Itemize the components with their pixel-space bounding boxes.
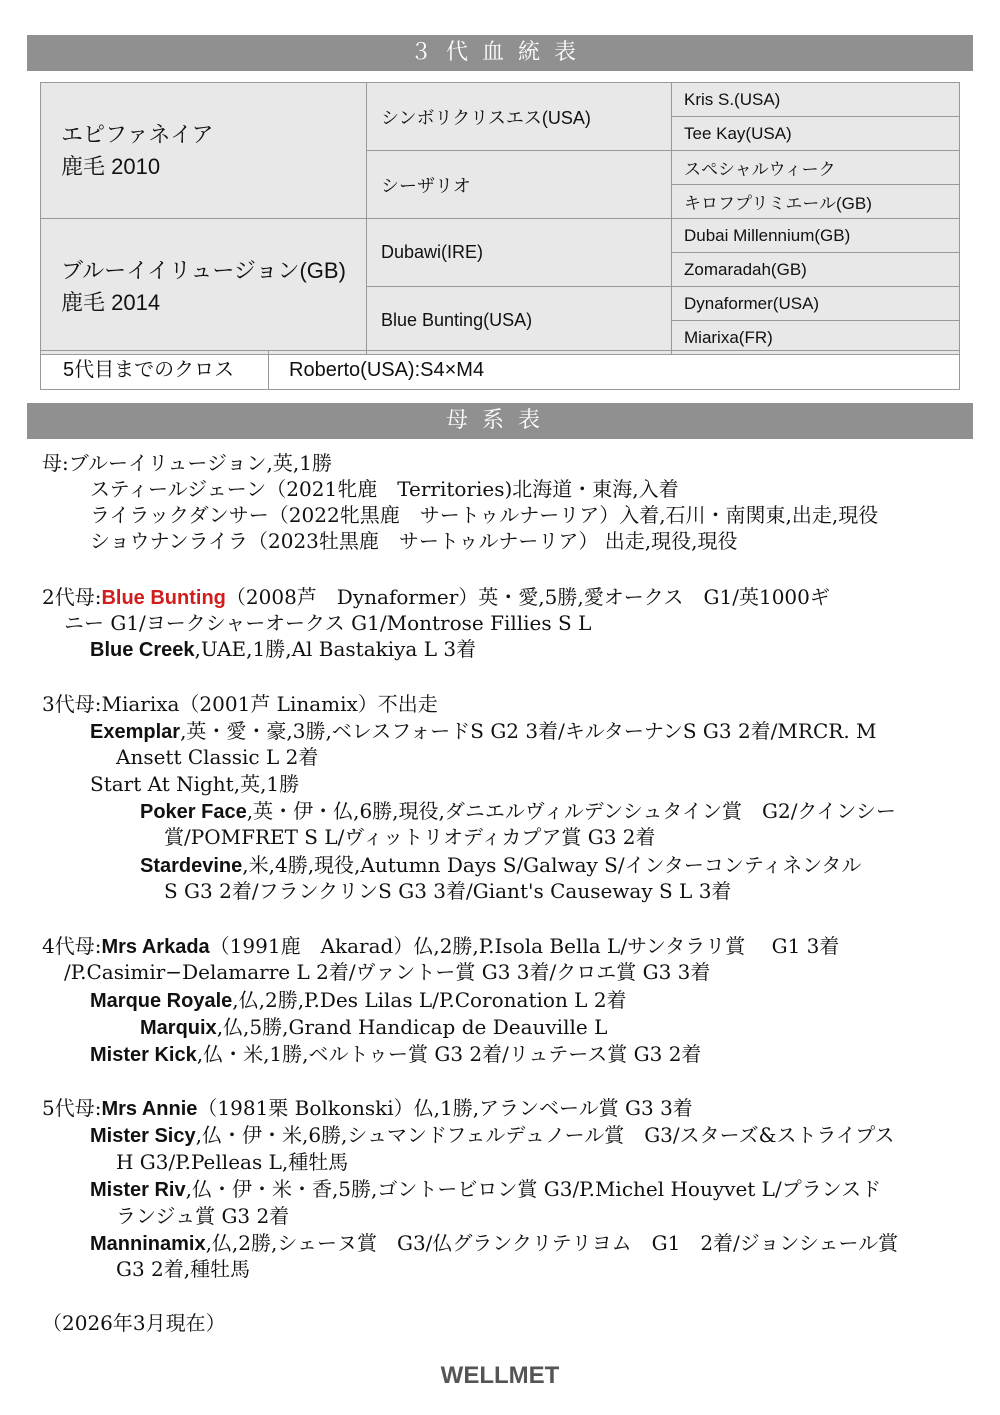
gen4-gc1-detail: ,仏,5勝,Grand Handicap de Deauville L [216,1015,608,1039]
family-header: 母系表 [27,403,973,439]
gen5-child3 [90,1230,898,1257]
ancestor-3: スペシャルウィーク [672,151,960,185]
gen2-child-detail: ,UAE,1勝,Al Bastakiya L 3着 [194,637,477,661]
gen4-detail-cont: /P.Casimir−Delamarre L 2着/ヴァントー賞 G3 3着/クロエ賞 G3 3着 [64,960,711,984]
gen3-child1-detail: ,英・愛・豪,3勝,ベレスフォードS G2 3着/キルターナンS G3 2着/MRCR. M [180,719,877,743]
dam-cell [41,219,367,355]
cross-value: Roberto(USA):S4×M4 [289,359,485,381]
gen5-child1-cont: H G3/P.Pelleas L,種牡馬 [116,1150,349,1174]
gen5-detail: （1981栗 Bolkonski）仏,1勝,アランベール賞 G3 3着 [197,1096,693,1120]
dam-sire-cell: Dubawi(IRE) [367,219,672,287]
ancestor-8: Miarixa(FR) [672,321,960,355]
dam-name: ブルーイイリュージョン(GB) [61,257,346,283]
gen3-gc2-detail: ,米,4勝,現役,Autumn Days S/Galway S/インターコンティネンタル [242,853,862,877]
gen5-child2-name: Mister Riv [90,1179,186,1201]
dam-line: 母:ブルーイリュージョン,英,1勝 [42,451,332,475]
gen3-gc2-cont: S G3 2着/フランクリンS G3 3着/Giant's Causeway S L 3着 [164,879,732,903]
dam-offspring-2: ライラックダンサー（2022牝黒鹿 サートゥルナーリア）入着,石川・南関東,出走,現役 [90,503,879,527]
dam-dam-cell: Blue Bunting(USA) [367,287,672,355]
gen4-child2-name: Mister Kick [90,1044,197,1066]
gen4-child1 [90,987,627,1014]
gen2-name: Blue Bunting [101,587,226,609]
gen4-name: Mrs Arkada [101,936,210,958]
gen5-prefix: 5代母: [42,1096,102,1120]
gen5-child3-name: Manninamix [90,1233,206,1255]
gen2-child-name: Blue Creek [90,639,195,661]
sire-name: エピファネイア [61,121,214,147]
gen2-child [90,636,476,663]
gen2-line [42,584,830,611]
gen3-child1-name: Exemplar [90,721,181,743]
gen4-line [42,933,839,960]
ancestor-7: Dynaformer(USA) [672,287,960,321]
gen5-child1-detail: ,仏・伊・米,6勝,シュマンドフェルデュノール賞 G3/スターズ&ストライプス [195,1123,895,1147]
gen3-gc2-name: Stardevine [140,855,243,877]
gen4-child1-name: Marque Royale [90,990,233,1012]
dam-coat: 鹿毛 2014 [61,289,161,315]
gen3-gc1-cont: 賞/POMFRET S L/ヴィットリオディカプア賞 G3 2着 [164,825,656,849]
ancestor-1: Kris S.(USA) [672,83,960,117]
pedigree-header: ３代血統表 [27,35,973,71]
ancestor-5: Dubai Millennium(GB) [672,219,960,253]
gen3-gc1-detail: ,英・伊・仏,6勝,現役,ダニエルヴィルデンシュタイン賞 G2/クインシー [246,799,896,823]
sire-cell [41,83,367,219]
gen4-child1-detail: ,仏,2勝,P.Des Lilas L/P.Coronation L 2着 [232,988,627,1012]
dam-offspring-1: スティールジェーン（2021牝鹿 Territories)北海道・東海,入着 [90,477,679,501]
ancestor-4: キロフプリミエール(GB) [672,185,960,219]
gen3-line: 3代母:Miarixa（2001芦 Linamix）不出走 [42,692,438,716]
gen5-child2 [90,1176,881,1203]
gen5-child2-detail: ,仏・伊・米・香,5勝,ゴントービロン賞 G3/P.Michel Houyvet L/プランスド [185,1177,882,1201]
gen5-child1-name: Mister Sicy [90,1125,196,1147]
gen5-child3-cont: G3 2着,種牡馬 [116,1257,251,1281]
gen3-gc1-name: Poker Face [140,801,247,823]
sire-dam-cell: シーザリオ [367,151,672,219]
pedigree-table [40,82,960,355]
gen5-child3-detail: ,仏,2勝,シェーヌ賞 G3/仏グランクリテリヨム G1 2着/ジョンシェール賞 [205,1231,899,1255]
cross-label: 5代目までのクロス [41,351,269,389]
as-of-date: （2026年3月現在） [42,1311,226,1335]
gen5-line [42,1095,693,1122]
gen5-name: Mrs Annie [101,1098,198,1120]
gen4-prefix: 4代母: [42,934,102,958]
ancestor-2: Tee Kay(USA) [672,117,960,151]
gen5-child2-cont: ランジュ賞 G3 2着 [116,1204,290,1228]
dam-offspring-3: ショウナンライラ（2023牡黒鹿 サートゥルナーリア） 出走,現役,現役 [90,529,738,553]
gen3-child1 [90,718,877,745]
gen4-gc1-name: Marquix [140,1017,217,1039]
footer-logo: WELLMET [440,1362,560,1389]
gen3-grandchild2 [140,852,861,879]
gen4-child2-detail: ,仏・米,1勝,ベルトゥー賞 G3 2着/リュテース賞 G3 2着 [196,1042,702,1066]
gen2-detail-cont: ニー G1/ヨークシャーオークス G1/Montrose Fillies S L [64,611,592,635]
sire-sire-cell: シンボリクリスエス(USA) [367,83,672,151]
ancestor-6: Zomaradah(GB) [672,253,960,287]
gen3-child1-cont: Ansett Classic L 2着 [116,745,319,769]
gen3-child2: Start At Night,英,1勝 [90,772,300,796]
gen4-grandchild1 [140,1014,607,1041]
gen5-child1 [90,1122,894,1149]
gen2-detail: （2008芦 Dynaformer）英・愛,5勝,愛オークス G1/英1000ギ [225,585,830,609]
gen4-detail: （1991鹿 Akarad）仏,2勝,P.Isola Bella L/サンタラリ賞 G1 3着 [209,934,840,958]
gen2-prefix: 2代母: [42,585,102,609]
cross-row [40,350,960,390]
gen3-grandchild1 [140,798,896,825]
gen4-child2 [90,1041,701,1068]
sire-coat: 鹿毛 2010 [61,153,161,179]
